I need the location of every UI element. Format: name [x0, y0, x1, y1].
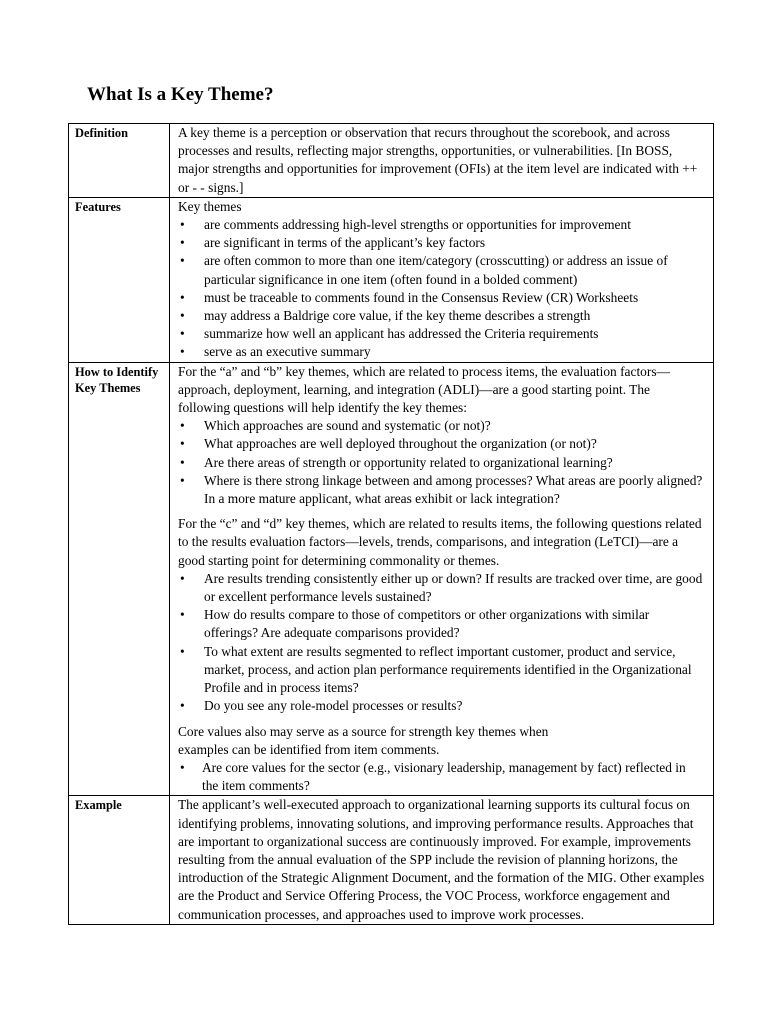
identify-content	[170, 362, 714, 796]
key-theme-table	[68, 123, 714, 925]
features-list	[178, 216, 705, 362]
list-item: • Where is there strong linkage between and among processes? What areas are poorly aligned? In a more mature applicant, what areas exhibit or lack integration?	[178, 472, 705, 508]
list-item: • How do results compare to those of competitors or other organizations with similar offerings? Are adequate comparisons provided?	[178, 606, 705, 642]
example-text: The applicant’s well-executed approach to organizational learning supports its cultural focus on identifying problems, innovating solutions, and improving performance results. Approaches that are important to organizational success are continuously improved. For example, improvements resulting from the annual evaluation of the SPP include the revision of planning horizons, the introduction of the Strategic Alignment Document, and the formation of the MIG. Other examples are the Product and Service Offering Process, the VOC Process, workforce engagement and communication processes, and approaches used to improve work processes.	[170, 796, 714, 924]
list-item: • are often common to more than one item/category (crosscutting) or address an issue of particular significance in one item (often found in a bolded comment)	[178, 252, 705, 288]
example-label: Example	[69, 796, 170, 924]
list-item: • serve as an executive summary	[178, 343, 705, 361]
list-item: • Do you see any role-model processes or results?	[178, 697, 705, 715]
definition-row	[69, 124, 714, 198]
identify-row	[69, 362, 714, 796]
list-item: • Which approaches are sound and systematic (or not)?	[178, 417, 705, 435]
results-questions-list	[178, 570, 705, 716]
identify-label: How to Identify Key Themes	[69, 362, 170, 796]
list-item: • Are core values for the sector (e.g., visionary leadership, management by fact) reflected in the item comments?	[178, 759, 705, 795]
core-values-list	[178, 759, 705, 795]
page-title: What Is a Key Theme?	[87, 84, 274, 105]
list-item: • What approaches are well deployed throughout the organization (or not)?	[178, 435, 705, 453]
process-questions-list	[178, 417, 705, 508]
core-values-intro-line-2: examples can be identified from item comments.	[178, 741, 440, 757]
core-values-intro-line-1: Core values also may serve as a source for strength key themes when	[178, 723, 549, 739]
features-row	[69, 197, 714, 362]
list-item: • may address a Baldrige core value, if the key theme describes a strength	[178, 307, 705, 325]
list-item: • are comments addressing high-level strengths or opportunities for improvement	[178, 216, 705, 234]
list-item: • Are there areas of strength or opportunity related to organizational learning?	[178, 454, 705, 472]
example-row	[69, 796, 714, 924]
list-item: • must be traceable to comments found in the Consensus Review (CR) Worksheets	[178, 289, 705, 307]
features-intro: Key themes	[178, 198, 242, 214]
list-item: • Are results trending consistently either up or down? If results are tracked over time, are good or excellent performance levels sustained?	[178, 570, 705, 606]
list-item: • are significant in terms of the applicant’s key factors	[178, 234, 705, 252]
process-intro: For the “a” and “b” key themes, which are related to process items, the evaluation factors—approach, deployment, learning, and integration (ADLI)—are a good starting point. The following questions will help identify the key themes:	[178, 363, 670, 416]
features-label: Features	[69, 197, 170, 362]
definition-text: A key theme is a perception or observation that recurs throughout the scorebook, and across processes and results, reflecting major strengths, opportunities, or vulnerabilities. [In BOSS, major strengths and opportunities for improvement (OFIs) at the item level are indicated with ++ or - - signs.]	[170, 124, 714, 198]
list-item: • To what extent are results segmented to reflect important customer, product and service, market, process, and action plan performance requirements identified in the Organizational Profile and in process items?	[178, 643, 705, 698]
list-item: • summarize how well an applicant has addressed the Criteria requirements	[178, 325, 705, 343]
features-content	[170, 197, 714, 362]
results-intro: For the “c” and “d” key themes, which are related to results items, the following questions related to the results evaluation factors—levels, trends, comparisons, and integration (LeTCI)—are a good starting point for determining commonality or themes.	[178, 516, 702, 568]
definition-label: Definition	[69, 124, 170, 198]
